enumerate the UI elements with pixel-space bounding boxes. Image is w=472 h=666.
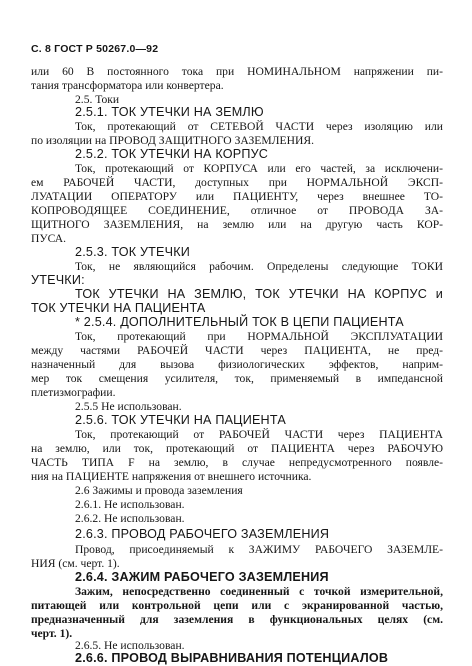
text-line: Ток, протекающий от РАБОЧЕЙ ЧАСТИ через ПАЦИЕНТА — [75, 428, 443, 441]
text-line: Зажим, непосредственно соединенный с точкой измерительной, — [75, 585, 443, 598]
text-line: ТОК УТЕЧКИ НА ЗЕМЛЮ, ТОК УТЕЧКИ НА КОРПУС и — [75, 287, 443, 301]
section-heading: 2.5.2. ТОК УТЕЧКИ НА КОРПУС — [75, 147, 269, 161]
section-heading: 2.5.6. ТОК УТЕЧКИ НА ПАЦИЕНТА — [75, 413, 286, 427]
section-heading: 2.6.1. Не использован. — [75, 498, 185, 511]
text-line: ЛУАТАЦИИ ОПЕРАТОРУ или ПАЦИЕНТУ, через внешнее ТО- — [31, 190, 443, 203]
text-line: на землю, или ток, протекающий от ПАЦИЕНТА через РАБОЧУЮ — [31, 442, 443, 455]
text-line: мер ток смещения усилителя, ток, применяемый в импедансной — [31, 372, 443, 385]
text-line: ЩИТНОГО ЗАЗЕМЛЕНИЯ, на землю или на другую часть КОР- — [31, 218, 443, 231]
section-heading: 2.5. Токи — [75, 93, 120, 106]
text-line: тания трансформатора или конвертера. — [31, 79, 224, 92]
page-header: С. 8 ГОСТ Р 50267.0—92 — [31, 43, 159, 55]
text-line: Провод, присоединяемый к ЗАЖИМУ РАБОЧЕГО ЗАЗЕМЛЕ- — [75, 543, 443, 556]
text-line: предназначенный для заземления в функциональных целях (см. — [31, 613, 443, 626]
text-line: ем РАБОЧЕЙ ЧАСТИ, доступных при НОРМАЛЬНОЙ ЭКСП- — [31, 176, 443, 189]
text-line: НИЯ (см. черт. 1). — [31, 557, 120, 570]
text-line: назначенный для вызова физиологических эффектов, наприм- — [31, 358, 443, 371]
section-heading: 2.5.3. ТОК УТЕЧКИ — [75, 245, 191, 259]
text-line: Ток, не являющийся рабочим. Определены следующие ТОКИ — [75, 260, 443, 273]
section-heading: * 2.5.4. ДОПОЛНИТЕЛЬНЫЙ ТОК В ЦЕПИ ПАЦИЕНТА — [75, 315, 404, 329]
section-heading: 2.6.3. ПРОВОД РАБОЧЕГО ЗАЗЕМЛЕНИЯ — [75, 527, 330, 541]
text-line: или 60 В постоянного тока при НОМИНАЛЬНОМ напряжении пи- — [31, 65, 443, 78]
text-line: Ток, протекающий при НОРМАЛЬНОЙ ЭКСПЛУАТАЦИИ — [75, 330, 443, 343]
text-line: Ток, протекающий от КОРПУСА или его частей, за исключени- — [75, 162, 443, 175]
section-heading: 2.5.5 Не использован. — [75, 400, 182, 413]
text-line: между частями РАБОЧЕЙ ЧАСТИ через ПАЦИЕНТА, не пред- — [31, 344, 443, 357]
text-line: ЧАСТЬ ТИПА F на землю, в случае непредусмотренного появле- — [31, 456, 443, 469]
section-heading: 2.5.1. ТОК УТЕЧКИ НА ЗЕМЛЮ — [75, 105, 264, 119]
section-heading: 2.6 Зажимы и провода заземления — [75, 484, 243, 497]
text-line: ния на ПАЦИЕНТЕ напряжения от внешнего источника. — [31, 470, 312, 483]
text-line: ПУСА. — [31, 232, 67, 245]
text-line: плетизмографии. — [31, 386, 116, 399]
text-line: ТОК УТЕЧКИ НА ПАЦИЕНТА — [31, 301, 206, 315]
text-line: КОПРОВОДЯЩЕЕ СОЕДИНЕНИЕ, отличное от ПРОВОДА ЗА- — [31, 204, 443, 217]
section-heading: 2.6.2. Не использован. — [75, 512, 185, 525]
section-heading: 2.6.5. Не использован. — [75, 639, 185, 652]
text-line: Ток, протекающий от СЕТЕВОЙ ЧАСТИ через изоляцию или — [75, 120, 443, 133]
text-line: черт. 1). — [31, 627, 73, 640]
text-line: питающей или контрольной цепи или с экранированной частью, — [31, 599, 443, 612]
text-line: УТЕЧКИ: — [31, 273, 85, 287]
section-heading: 2.6.6. ПРОВОД ВЫРАВНИВАНИЯ ПОТЕНЦИАЛОВ — [75, 651, 389, 665]
text-line: по изоляции на ПРОВОД ЗАЩИТНОГО ЗАЗЕМЛЕНИЯ. — [31, 134, 314, 147]
section-heading: 2.6.4. ЗАЖИМ РАБОЧЕГО ЗАЗЕМЛЕНИЯ — [75, 570, 329, 584]
